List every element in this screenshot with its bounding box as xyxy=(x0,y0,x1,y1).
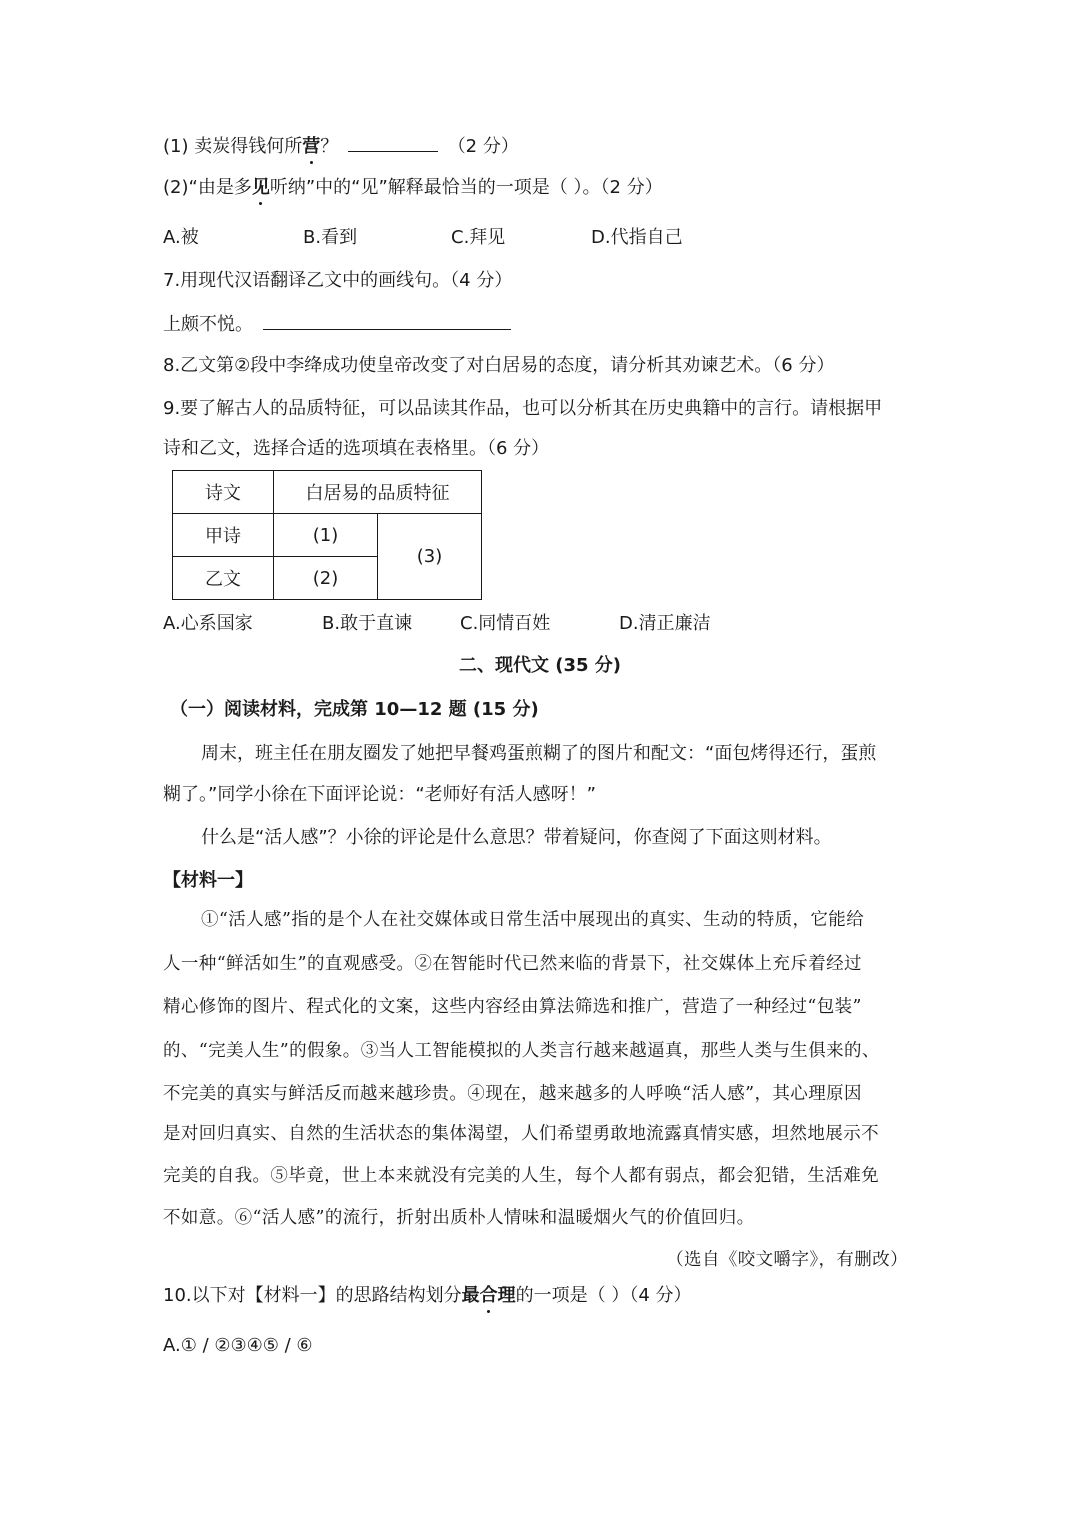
answer-blank[interactable] xyxy=(348,133,438,152)
option-a[interactable]: A.心系国家 xyxy=(163,613,253,634)
q10-emphasis: 最合理 xyxy=(461,1285,516,1306)
q9-line1: 9.要了解古人的品质特征，可以品读其作品，也可以分析其在历史典籍中的言行。请根据甲 xyxy=(163,398,883,419)
q8-question: 8.乙文第②段中李绛成功使皇帝改变了对白居易的态度，请分析其劝谏艺术。（6 分） xyxy=(163,355,835,376)
table-row-label-jia: 甲诗 xyxy=(173,514,274,557)
material-line-6: 是对回归真实、自然的生活状态的集体渴望，人们希望勇敢地流露真情实感，坦然地展示不 xyxy=(163,1124,879,1144)
option-b[interactable]: B.看到 xyxy=(303,227,358,248)
table-blank-3[interactable]: (3) xyxy=(378,514,482,600)
q6-sub1-score: （2 分） xyxy=(447,136,519,157)
option-d[interactable]: D.代指自己 xyxy=(591,227,683,248)
q6-sub2-text: (2)“由是多 xyxy=(163,177,252,198)
material-line-3: 精心修饰的图片、程式化的文案，这些内容经由算法筛选和推广，营造了一种经过“包装” xyxy=(163,997,862,1017)
option-a[interactable]: A.被 xyxy=(163,227,199,248)
material-line-1: ①“活人感”指的是个人在社交媒体或日常生活中展现出的真实、生动的特质，它能给 xyxy=(201,910,865,930)
material-line-5: 不完美的真实与鲜活反而越来越珍贵。④现在，越来越多的人呼唤“活人感”，其心理原因 xyxy=(163,1084,862,1104)
material-title: 【材料一】 xyxy=(163,870,253,891)
table-blank-1[interactable]: (1) xyxy=(274,514,378,557)
option-c[interactable]: C.拜见 xyxy=(451,227,506,248)
q9-line2: 诗和乙文，选择合适的选项填在表格里。（6 分） xyxy=(163,438,550,459)
intro-line-3: 什么是“活人感”？小徐的评论是什么意思？带着疑问，你查阅了下面这则材料。 xyxy=(201,827,832,848)
material-source: （选自《咬文嚼字》，有删改） xyxy=(666,1250,908,1270)
material-line-8: 不如意。⑥“活人感”的流行，折射出质朴人情味和温暖烟火气的价值回归。 xyxy=(163,1208,755,1228)
q6-sub1-question-mark: ？ xyxy=(320,136,339,157)
q6-sub1-emphasis: 营 xyxy=(302,136,321,157)
intro-line-1: 周末，班主任在朋友圈发了她把早餐鸡蛋煎糊了的图片和配文：“面包烤得还行，蛋煎 xyxy=(201,743,877,764)
material-line-4: 的、“完美人生”的假象。③当人工智能模拟的人类言行越来越逼真，那些人类与生俱来的、 xyxy=(163,1041,880,1061)
q10-option-a[interactable]: A.① / ②③④⑤ / ⑥ xyxy=(163,1335,313,1356)
q7-question: 7.用现代汉语翻译乙文中的画线句。（4 分） xyxy=(163,270,513,291)
q6-sub2 xyxy=(163,175,663,201)
table-blank-2[interactable]: (2) xyxy=(274,557,378,600)
answer-blank[interactable] xyxy=(263,311,511,330)
trait-table xyxy=(172,470,482,600)
q6-sub2-rest: 听纳”中的“见”解释最恰当的一项是（ ）。（2 分） xyxy=(269,177,663,198)
table-header-poem: 诗文 xyxy=(173,471,274,514)
q10-rest: 的一项是（ ）（4 分） xyxy=(515,1285,692,1306)
part-title: （一）阅读材料，完成第 10—12 题 (15 分) xyxy=(170,699,539,720)
section-title: 二、现代文 (35 分) xyxy=(458,655,622,676)
table-header-trait: 白居易的品质特征 xyxy=(274,471,482,514)
table-row-label-yi: 乙文 xyxy=(173,557,274,600)
q10-question xyxy=(163,1283,692,1309)
intro-line-2: 糊了。”同学小徐在下面评论说：“老师好有活人感呀！” xyxy=(163,784,596,805)
q10-text: 10.以下对【材料一】的思路结构划分 xyxy=(163,1285,462,1306)
q6-sub2-emphasis: 见 xyxy=(251,177,270,198)
q7-sentence: 上颇不悦。 xyxy=(163,314,253,335)
option-b[interactable]: B.敢于直谏 xyxy=(322,613,413,634)
option-d[interactable]: D.清正廉洁 xyxy=(619,613,711,634)
material-line-7: 完美的自我。⑤毕竟，世上本来就没有完美的人生，每个人都有弱点，都会犯错，生活难免 xyxy=(163,1166,879,1186)
q7-answer-line xyxy=(163,311,511,338)
material-line-2: 人一种“鲜活如生”的直观感受。②在智能时代已然来临的背景下，社交媒体上充斥着经过 xyxy=(163,954,862,974)
q6-sub1 xyxy=(163,133,519,160)
q6-sub1-text: (1) 卖炭得钱何所 xyxy=(163,136,303,157)
option-c[interactable]: C.同情百姓 xyxy=(460,613,551,634)
